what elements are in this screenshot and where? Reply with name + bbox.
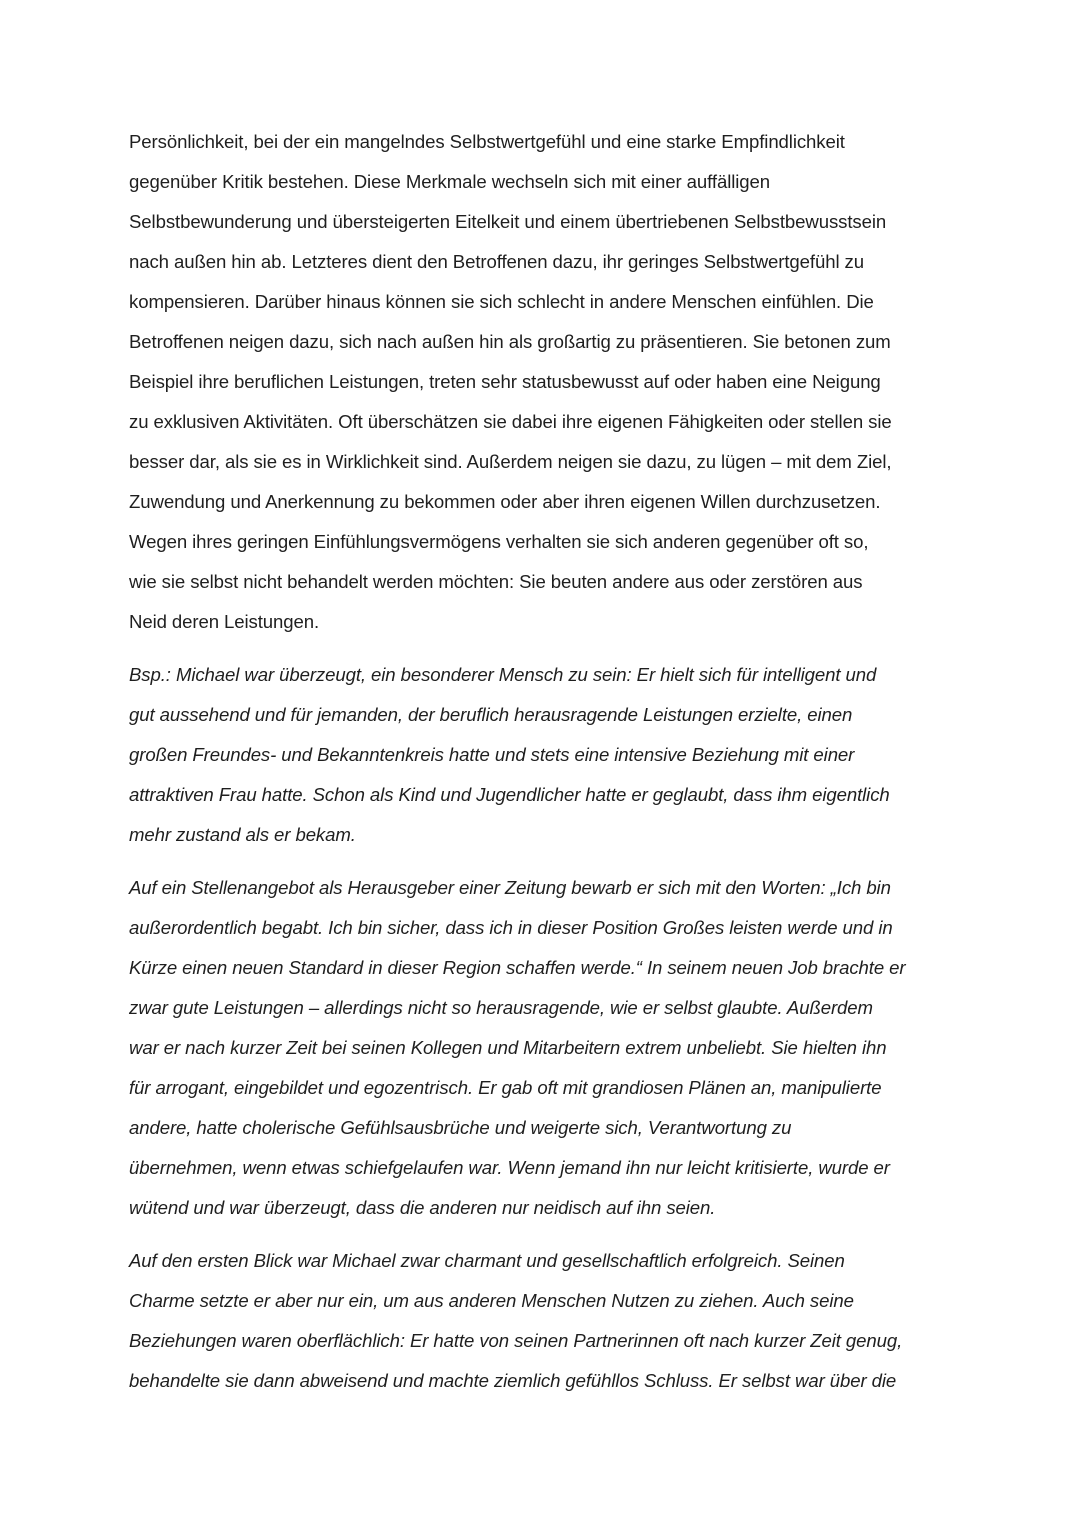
text-line: Kürze einen neuen Standard in dieser Region schaffen werde.“ In seinem neuen Job brachte er bbox=[129, 957, 906, 978]
text-line: Bsp.: Michael war überzeugt, ein besonderer Mensch zu sein: Er hielt sich für intelligent und bbox=[129, 664, 877, 685]
text-line: Wegen ihres geringen Einfühlungsvermögens verhalten sie sich anderen gegenüber oft so, bbox=[129, 531, 869, 552]
text-line: zwar gute Leistungen – allerdings nicht so herausragende, wie er selbst glaubte. Außerdem bbox=[129, 997, 873, 1018]
text-line: wie sie selbst nicht behandelt werden möchten: Sie beuten andere aus oder zerstören aus bbox=[129, 571, 863, 592]
text-line: kompensieren. Darüber hinaus können sie sich schlecht in andere Menschen einfühlen. Die bbox=[129, 291, 874, 312]
text-line: mehr zustand als er bekam. bbox=[129, 824, 356, 845]
text-line: Charme setzte er aber nur ein, um aus anderen Menschen Nutzen zu ziehen. Auch seine bbox=[129, 1290, 854, 1311]
text-line: gegenüber Kritik bestehen. Diese Merkmale wechseln sich mit einer auffälligen bbox=[129, 171, 771, 192]
text-line: wütend und war überzeugt, dass die anderen nur neidisch auf ihn seien. bbox=[129, 1197, 716, 1218]
document-page bbox=[129, 122, 959, 1401]
text-line: übernehmen, wenn etwas schiefgelaufen war. Wenn jemand ihn nur leicht kritisierte, wurde er bbox=[129, 1157, 890, 1178]
text-line: Zuwendung und Anerkennung zu bekommen oder aber ihren eigenen Willen durchzusetzen. bbox=[129, 491, 881, 512]
text-line: Beziehungen waren oberflächlich: Er hatte von seinen Partnerinnen oft nach kurzer Zeit genug, bbox=[129, 1330, 903, 1351]
paragraph-definition bbox=[129, 122, 959, 642]
text-line: großen Freundes- und Bekanntenkreis hatte und stets eine intensive Beziehung mit einer bbox=[129, 744, 855, 765]
text-line: Auf den ersten Blick war Michael zwar charmant und gesellschaftlich erfolgreich. Seinen bbox=[129, 1250, 845, 1271]
text-line: attraktiven Frau hatte. Schon als Kind und Jugendlicher hatte er geglaubt, dass ihm eigentlich bbox=[129, 784, 890, 805]
text-line: gut aussehend und für jemanden, der beruflich herausragende Leistungen erzielte, einen bbox=[129, 704, 853, 725]
text-line: nach außen hin ab. Letzteres dient den Betroffenen dazu, ihr geringes Selbstwertgefühl zu bbox=[129, 251, 864, 272]
text-line: Auf ein Stellenangebot als Herausgeber einer Zeitung bewarb er sich mit den Worten: „Ich bin bbox=[129, 877, 891, 898]
text-line: außerordentlich begabt. Ich bin sicher, dass ich in dieser Position Großes leisten werde und in bbox=[129, 917, 893, 938]
text-line: Beispiel ihre beruflichen Leistungen, treten sehr statusbewusst auf oder haben eine Neigung bbox=[129, 371, 881, 392]
text-line: besser dar, als sie es in Wirklichkeit sind. Außerdem neigen sie dazu, zu lügen – mit dem Ziel, bbox=[129, 451, 892, 472]
text-line: behandelte sie dann abweisend und machte ziemlich gefühllos Schluss. Er selbst war über die bbox=[129, 1370, 897, 1391]
text-line: andere, hatte cholerische Gefühlsausbrüche und weigerte sich, Verantwortung zu bbox=[129, 1117, 792, 1138]
text-line: Persönlichkeit, bei der ein mangelndes Selbstwertgefühl und eine starke Empfindlichkeit bbox=[129, 131, 845, 152]
text-line: zu exklusiven Aktivitäten. Oft überschätzen sie dabei ihre eigenen Fähigkeiten oder stellen sie bbox=[129, 411, 892, 432]
text-line: Betroffenen neigen dazu, sich nach außen hin als großartig zu präsentieren. Sie betonen zum bbox=[129, 331, 891, 352]
paragraph-example-relationships bbox=[129, 1241, 959, 1401]
paragraph-example-job bbox=[129, 868, 959, 1228]
text-line: Neid deren Leistungen. bbox=[129, 611, 320, 632]
text-line: für arrogant, eingebildet und egozentrisch. Er gab oft mit grandiosen Plänen an, manipulierte bbox=[129, 1077, 882, 1098]
paragraph-example-intro bbox=[129, 655, 959, 855]
text-line: war er nach kurzer Zeit bei seinen Kollegen und Mitarbeitern extrem unbeliebt. Sie hielten ihn bbox=[129, 1037, 887, 1058]
text-line: Selbstbewunderung und übersteigerten Eitelkeit und einem übertriebenen Selbstbewusstsein bbox=[129, 211, 887, 232]
